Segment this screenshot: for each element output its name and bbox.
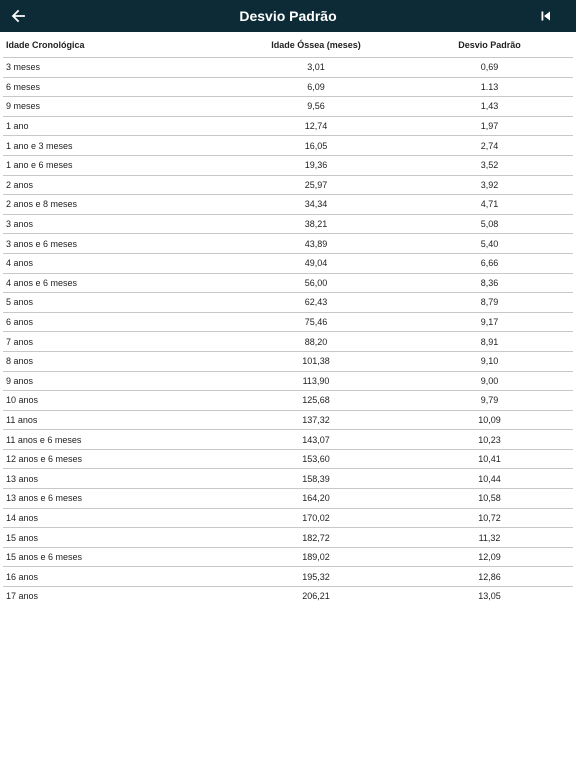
cell-bone-age: 88,20 [226, 332, 406, 352]
cell-bone-age: 3,01 [226, 58, 406, 78]
table-row [3, 312, 573, 332]
table-row [3, 528, 573, 548]
skip-to-start-icon [540, 10, 552, 22]
cell-chronological-age: 4 anos [3, 253, 226, 273]
table-row [3, 351, 573, 371]
cell-chronological-age: 15 anos [3, 528, 226, 548]
cell-chronological-age: 1 ano [3, 116, 226, 136]
cell-chronological-age: 16 anos [3, 567, 226, 587]
cell-bone-age: 12,74 [226, 116, 406, 136]
cell-std-deviation: 6,66 [406, 253, 573, 273]
table-header-row [3, 32, 573, 58]
cell-chronological-age: 4 anos e 6 meses [3, 273, 226, 293]
cell-bone-age: 182,72 [226, 528, 406, 548]
cell-chronological-age: 10 anos [3, 391, 226, 411]
cell-chronological-age: 3 anos e 6 meses [3, 234, 226, 254]
cell-std-deviation: 12,09 [406, 547, 573, 567]
cell-bone-age: 158,39 [226, 469, 406, 489]
table-row [3, 273, 573, 293]
table-row [3, 253, 573, 273]
cell-std-deviation: 1.13 [406, 77, 573, 97]
cell-bone-age: 125,68 [226, 391, 406, 411]
cell-chronological-age: 5 anos [3, 293, 226, 313]
table-row [3, 214, 573, 234]
cell-bone-age: 195,32 [226, 567, 406, 587]
cell-bone-age: 49,04 [226, 253, 406, 273]
cell-std-deviation: 5,08 [406, 214, 573, 234]
table-row [3, 449, 573, 469]
table-row [3, 234, 573, 254]
arrow-left-icon [11, 9, 25, 23]
table-row [3, 97, 573, 117]
column-header-chronological-age: Idade Cronológica [3, 32, 226, 58]
cell-bone-age: 206,21 [302, 591, 330, 602]
cell-bone-age: 113,90 [226, 371, 406, 391]
cell-chronological-age: 9 anos [3, 371, 226, 391]
cell-chronological-age: 7 anos [3, 332, 226, 352]
cell-chronological-age: 1 ano e 3 meses [3, 136, 226, 156]
cell-std-deviation: 1,43 [406, 97, 573, 117]
cell-std-deviation: 9,00 [406, 371, 573, 391]
cell-chronological-age: 6 anos [3, 312, 226, 332]
cell-chronological-age: 2 anos e 8 meses [3, 195, 226, 215]
cell-std-deviation: 12,86 [406, 567, 573, 587]
table-row [3, 567, 573, 587]
cell-bone-age: 189,02 [226, 547, 406, 567]
table-row [3, 77, 573, 97]
cell-chronological-age: 12 anos e 6 meses [3, 449, 226, 469]
table-container [0, 32, 576, 606]
cell-bone-age: 25,97 [226, 175, 406, 195]
cell-std-deviation: 10,09 [406, 410, 573, 430]
app-bar [0, 0, 576, 32]
table-row [3, 587, 573, 606]
cell-std-deviation: 10,72 [406, 508, 573, 528]
table-row [3, 410, 573, 430]
table-row [3, 371, 573, 391]
cell-std-deviation: 8,79 [406, 293, 573, 313]
column-header-std-deviation: Desvio Padrão [406, 32, 573, 58]
cell-bone-age: 34,34 [226, 195, 406, 215]
cell-chronological-age: 3 anos [3, 214, 226, 234]
cell-chronological-age: 13 anos e 6 meses [3, 489, 226, 509]
cell-chronological-age: 13 anos [3, 469, 226, 489]
cell-std-deviation: 0,69 [406, 58, 573, 78]
table-row [3, 195, 573, 215]
std-deviation-table [3, 32, 573, 606]
column-header-bone-age: Idade Óssea (meses) [226, 32, 406, 58]
cell-std-deviation: 10,23 [406, 430, 573, 450]
table-row [3, 332, 573, 352]
cell-std-deviation: 3,52 [406, 155, 573, 175]
table-row [3, 430, 573, 450]
cell-bone-age: 101,38 [226, 351, 406, 371]
table-row [3, 155, 573, 175]
cell-bone-age: 19,36 [226, 155, 406, 175]
cell-bone-age: 164,20 [226, 489, 406, 509]
table-row [3, 489, 573, 509]
skip-to-start-button[interactable] [530, 0, 562, 32]
cell-std-deviation: 10,58 [406, 489, 573, 509]
table-row [3, 175, 573, 195]
cell-chronological-age: 11 anos [3, 410, 226, 430]
cell-chronological-age: 9 meses [3, 97, 226, 117]
table-row [3, 116, 573, 136]
cell-chronological-age: 17 anos [6, 591, 39, 602]
cell-std-deviation: 8,36 [406, 273, 573, 293]
cell-chronological-age: 15 anos e 6 meses [3, 547, 226, 567]
cell-chronological-age: 6 meses [3, 77, 226, 97]
cell-bone-age: 143,07 [226, 430, 406, 450]
cell-bone-age: 6,09 [226, 77, 406, 97]
table-row [3, 469, 573, 489]
table-row [3, 547, 573, 567]
cell-std-deviation: 10,41 [406, 449, 573, 469]
cell-std-deviation: 2,74 [406, 136, 573, 156]
cell-std-deviation: 5,40 [406, 234, 573, 254]
table-row [3, 58, 573, 78]
cell-bone-age: 170,02 [226, 508, 406, 528]
table-row [3, 293, 573, 313]
cell-chronological-age: 11 anos e 6 meses [3, 430, 226, 450]
cell-bone-age: 56,00 [226, 273, 406, 293]
cell-chronological-age: 14 anos [3, 508, 226, 528]
table-row [3, 136, 573, 156]
cell-std-deviation: 13,05 [478, 591, 501, 602]
cell-bone-age: 62,43 [226, 293, 406, 313]
cell-std-deviation: 11,32 [406, 528, 573, 548]
cell-std-deviation: 9,79 [406, 391, 573, 411]
table-body [3, 58, 573, 606]
cell-std-deviation: 8,91 [406, 332, 573, 352]
cell-std-deviation: 3,92 [406, 175, 573, 195]
cell-std-deviation: 4,71 [406, 195, 573, 215]
table-row [3, 508, 573, 528]
cell-bone-age: 9,56 [226, 97, 406, 117]
cell-std-deviation: 9,10 [406, 351, 573, 371]
back-button[interactable] [2, 0, 34, 32]
cell-bone-age: 153,60 [226, 449, 406, 469]
cell-std-deviation: 9,17 [406, 312, 573, 332]
table-row [3, 391, 573, 411]
cell-std-deviation: 10,44 [406, 469, 573, 489]
cell-bone-age: 75,46 [226, 312, 406, 332]
cell-bone-age: 38,21 [226, 214, 406, 234]
cell-bone-age: 16,05 [226, 136, 406, 156]
page-title: Desvio Padrão [239, 8, 337, 24]
cell-bone-age: 43,89 [226, 234, 406, 254]
cell-chronological-age: 8 anos [3, 351, 226, 371]
cell-chronological-age: 2 anos [3, 175, 226, 195]
cell-std-deviation: 1,97 [406, 116, 573, 136]
cell-chronological-age: 3 meses [3, 58, 226, 78]
cell-bone-age: 137,32 [226, 410, 406, 430]
cell-chronological-age: 1 ano e 6 meses [3, 155, 226, 175]
